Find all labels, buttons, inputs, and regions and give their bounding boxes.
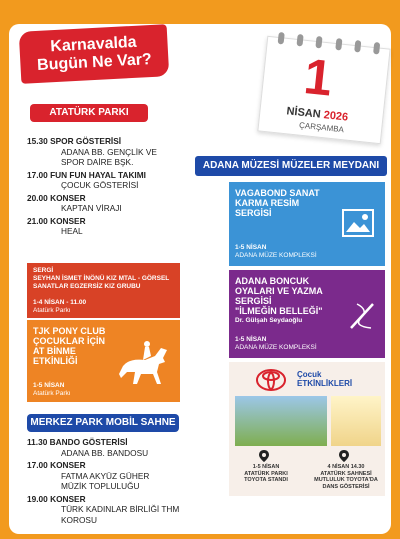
cocuk-left-info: 1-5 NİSAN ATATÜRK PARKI TOYOTA STANDI [244,464,288,483]
picture-frame-icon [341,208,375,238]
event-item: 17.00 KONSER FATMA AKYÜZ GÜHER MÜZİK TOPLULUĞU [27,460,150,491]
calendar-weekday: ÇARŞAMBA [298,120,345,135]
ataturk-parki-header: ATATÜRK PARKI [30,104,148,122]
merkez-park-header: MERKEZ PARK MOBİL SAHNE [27,414,179,432]
calendar-page [257,36,390,144]
location-pin-icon [339,450,349,462]
ataturk-events [27,136,197,239]
pony-box: TJK PONY CLUB ÇOCUKLAR İÇİN AT BİNME ETKİNLİĞİ 1-5 NİSAN Atatürk Parkı [27,320,180,402]
vagabond-box: VAGABOND SANAT KARMA RESİM SERGİSİ 1-5 NİSAN ADANA MÜZE KOMPLEKSİ [229,182,385,266]
event-item: 17.00 FUN FUN HAYAL TAKIMI ÇOCUK GÖSTERİSİ [27,169,146,190]
toyota-logo-icon [255,368,287,392]
boncuk-box: ADANA BONCUK OYALARI VE YAZMA SERGİSİ "İLMEĞİN BELLEĞİ" Dr. Gülşah Seydaoğlu 1-5 NİSAN ADANA MÜZE KOMPLEKSİ [229,270,385,358]
merkez-events [27,437,217,527]
poster-title: Karnavalda Bugün Ne Var? [19,24,170,84]
calendar-day: 1 [301,48,335,107]
event-item: 11.30 BANDO GÖSTERİSİ ADANA BB. BANDOSU [27,437,149,458]
event-item: 21.00 KONSER HEAL [27,215,86,236]
event-poster-photo [331,396,381,446]
muze-header: ADANA MÜZESİ MÜZELER MEYDANI [195,156,387,176]
location-pin-icon [259,450,269,462]
sergi-box: SERGİ SEYHAN İSMET İNÖNÜ KIZ MTAL - GÖRSEL SANATLAR EGZERSİZ KIZ GRUBU 1-4 NİSAN - 11.00 Atatürk Parkı [27,263,180,318]
cocuk-box: Çocuk ETKİNLİKLERİ 1-5 NİSAN ATATÜRK PARKI TOYOTA STANDI 4 NİSAN 14.30 ATATÜRK SAHNESİ MUTLULUK TOYOTA'DA DANS GÖSTERİSİ [229,362,385,496]
cocuk-right-info: 4 NİSAN 14.30 ATATÜRK SAHNESİ MUTLULUK TOYOTA'DA DANS GÖSTERİSİ [314,464,378,490]
event-item: 20.00 KONSER KAPTAN VİRAJI [27,192,122,213]
horse-rider-icon [115,338,175,388]
event-item: 19.00 KONSER TÜRK KADINLAR BİRLİĞİ THM KOROSU [27,493,180,525]
calendar-month: NİSAN 2026 [285,105,349,124]
event-item: 15.30 SPOR GÖSTERİSİ ADANA BB. GENÇLİK VE SPOR DAİRE BŞK. [27,136,157,167]
needle-thread-icon [347,300,379,332]
event-photo [235,396,327,446]
